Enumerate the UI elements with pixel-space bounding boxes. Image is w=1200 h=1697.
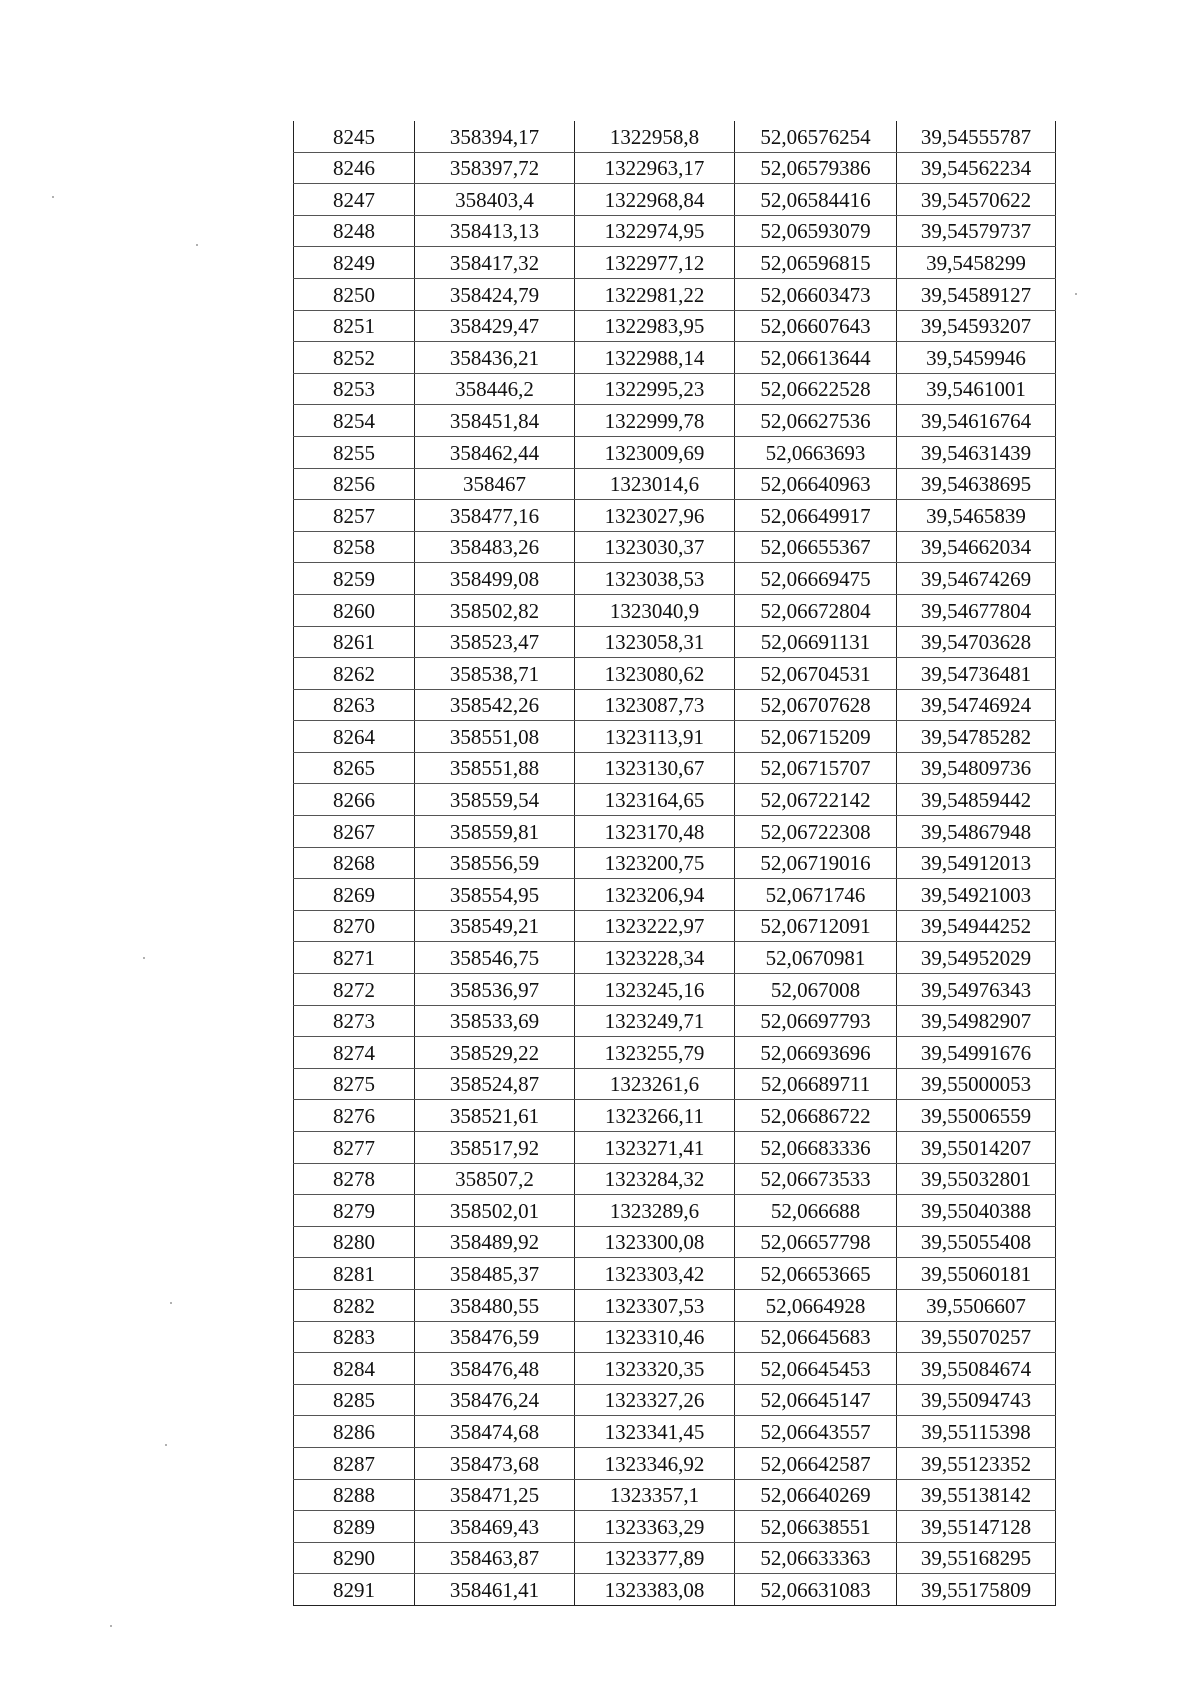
longitude-cell: 39,54593207	[897, 310, 1056, 342]
scan-speck	[52, 196, 54, 198]
longitude-cell: 39,55006559	[897, 1100, 1056, 1132]
latitude-cell: 52,06712091	[735, 910, 897, 942]
longitude-cell: 39,55147128	[897, 1511, 1056, 1543]
point-number-cell: 8246	[294, 152, 415, 184]
x-coordinate-cell: 358462,44	[415, 436, 575, 468]
y-coordinate-cell: 1322995,23	[575, 373, 735, 405]
longitude-cell: 39,54562234	[897, 152, 1056, 184]
longitude-cell: 39,54912013	[897, 847, 1056, 879]
longitude-cell: 39,54674269	[897, 563, 1056, 595]
longitude-cell: 39,54736481	[897, 658, 1056, 690]
longitude-cell: 39,55168295	[897, 1542, 1056, 1574]
x-coordinate-cell: 358533,69	[415, 1005, 575, 1037]
point-number-cell: 8281	[294, 1258, 415, 1290]
point-number-cell: 8278	[294, 1163, 415, 1195]
point-number-cell: 8254	[294, 405, 415, 437]
y-coordinate-cell: 1323255,79	[575, 1037, 735, 1069]
x-coordinate-cell: 358476,59	[415, 1321, 575, 1353]
point-number-cell: 8247	[294, 184, 415, 216]
point-number-cell: 8262	[294, 658, 415, 690]
y-coordinate-cell: 1323249,71	[575, 1005, 735, 1037]
latitude-cell: 52,06638551	[735, 1511, 897, 1543]
latitude-cell: 52,06603473	[735, 278, 897, 310]
latitude-cell: 52,06631083	[735, 1574, 897, 1606]
y-coordinate-cell: 1323113,91	[575, 721, 735, 753]
longitude-cell: 39,54555787	[897, 121, 1056, 152]
y-coordinate-cell: 1323014,6	[575, 468, 735, 500]
table-row	[294, 626, 1056, 658]
x-coordinate-cell: 358523,47	[415, 626, 575, 658]
point-number-cell: 8258	[294, 531, 415, 563]
table-row	[294, 1258, 1056, 1290]
y-coordinate-cell: 1323341,45	[575, 1416, 735, 1448]
latitude-cell: 52,06693696	[735, 1037, 897, 1069]
table-row	[294, 152, 1056, 184]
longitude-cell: 39,54809736	[897, 752, 1056, 784]
longitude-cell: 39,54952029	[897, 942, 1056, 974]
table-row	[294, 974, 1056, 1006]
x-coordinate-cell: 358403,4	[415, 184, 575, 216]
latitude-cell: 52,06715707	[735, 752, 897, 784]
point-number-cell: 8288	[294, 1479, 415, 1511]
x-coordinate-cell: 358521,61	[415, 1100, 575, 1132]
latitude-cell: 52,06596815	[735, 247, 897, 279]
x-coordinate-cell: 358517,92	[415, 1132, 575, 1164]
x-coordinate-cell: 358559,81	[415, 816, 575, 848]
point-number-cell: 8283	[294, 1321, 415, 1353]
latitude-cell: 52,0663693	[735, 436, 897, 468]
table-row	[294, 721, 1056, 753]
x-coordinate-cell: 358551,88	[415, 752, 575, 784]
y-coordinate-cell: 1322981,22	[575, 278, 735, 310]
longitude-cell: 39,54570622	[897, 184, 1056, 216]
point-number-cell: 8265	[294, 752, 415, 784]
point-number-cell: 8286	[294, 1416, 415, 1448]
point-number-cell: 8251	[294, 310, 415, 342]
point-number-cell: 8255	[294, 436, 415, 468]
table-row	[294, 1511, 1056, 1543]
x-coordinate-cell: 358477,16	[415, 500, 575, 532]
latitude-cell: 52,06613644	[735, 342, 897, 374]
latitude-cell: 52,06627536	[735, 405, 897, 437]
table-row	[294, 1416, 1056, 1448]
longitude-cell: 39,55138142	[897, 1479, 1056, 1511]
table-row	[294, 1037, 1056, 1069]
x-coordinate-cell: 358485,37	[415, 1258, 575, 1290]
point-number-cell: 8269	[294, 879, 415, 911]
point-number-cell: 8268	[294, 847, 415, 879]
x-coordinate-cell: 358489,92	[415, 1226, 575, 1258]
x-coordinate-cell: 358436,21	[415, 342, 575, 374]
y-coordinate-cell: 1323266,11	[575, 1100, 735, 1132]
point-number-cell: 8245	[294, 121, 415, 152]
table-row	[294, 1226, 1056, 1258]
x-coordinate-cell: 358524,87	[415, 1068, 575, 1100]
table-row	[294, 1384, 1056, 1416]
table-row	[294, 310, 1056, 342]
y-coordinate-cell: 1323245,16	[575, 974, 735, 1006]
y-coordinate-cell: 1323080,62	[575, 658, 735, 690]
longitude-cell: 39,55084674	[897, 1353, 1056, 1385]
table-row	[294, 594, 1056, 626]
longitude-cell: 39,54616764	[897, 405, 1056, 437]
point-number-cell: 8257	[294, 500, 415, 532]
x-coordinate-cell: 358446,2	[415, 373, 575, 405]
latitude-cell: 52,06633363	[735, 1542, 897, 1574]
x-coordinate-cell: 358424,79	[415, 278, 575, 310]
longitude-cell: 39,55032801	[897, 1163, 1056, 1195]
table-row	[294, 1447, 1056, 1479]
latitude-cell: 52,067008	[735, 974, 897, 1006]
table-row	[294, 1132, 1056, 1164]
point-number-cell: 8282	[294, 1289, 415, 1321]
point-number-cell: 8287	[294, 1447, 415, 1479]
longitude-cell: 39,54579737	[897, 215, 1056, 247]
point-number-cell: 8264	[294, 721, 415, 753]
longitude-cell: 39,55175809	[897, 1574, 1056, 1606]
x-coordinate-cell: 358394,17	[415, 121, 575, 152]
latitude-cell: 52,06645683	[735, 1321, 897, 1353]
point-number-cell: 8289	[294, 1511, 415, 1543]
y-coordinate-cell: 1323357,1	[575, 1479, 735, 1511]
coordinates-table-body	[294, 121, 1056, 1605]
y-coordinate-cell: 1323327,26	[575, 1384, 735, 1416]
point-number-cell: 8256	[294, 468, 415, 500]
table-row	[294, 1195, 1056, 1227]
table-row	[294, 942, 1056, 974]
y-coordinate-cell: 1323130,67	[575, 752, 735, 784]
y-coordinate-cell: 1323289,6	[575, 1195, 735, 1227]
point-number-cell: 8248	[294, 215, 415, 247]
point-number-cell: 8266	[294, 784, 415, 816]
latitude-cell: 52,06707628	[735, 689, 897, 721]
table-row	[294, 500, 1056, 532]
table-row	[294, 342, 1056, 374]
x-coordinate-cell: 358559,54	[415, 784, 575, 816]
y-coordinate-cell: 1323206,94	[575, 879, 735, 911]
table-row	[294, 1005, 1056, 1037]
scan-speck	[196, 244, 198, 246]
x-coordinate-cell: 358463,87	[415, 1542, 575, 1574]
point-number-cell: 8275	[294, 1068, 415, 1100]
longitude-cell: 39,54867948	[897, 816, 1056, 848]
table-row	[294, 1353, 1056, 1385]
latitude-cell: 52,06576254	[735, 121, 897, 152]
x-coordinate-cell: 358480,55	[415, 1289, 575, 1321]
y-coordinate-cell: 1323222,97	[575, 910, 735, 942]
x-coordinate-cell: 358551,08	[415, 721, 575, 753]
table-row	[294, 468, 1056, 500]
longitude-cell: 39,55123352	[897, 1447, 1056, 1479]
table-row	[294, 405, 1056, 437]
table-row	[294, 816, 1056, 848]
latitude-cell: 52,06697793	[735, 1005, 897, 1037]
coordinates-table	[293, 121, 1056, 1606]
latitude-cell: 52,06715209	[735, 721, 897, 753]
longitude-cell: 39,55040388	[897, 1195, 1056, 1227]
latitude-cell: 52,06672804	[735, 594, 897, 626]
point-number-cell: 8263	[294, 689, 415, 721]
y-coordinate-cell: 1323040,9	[575, 594, 735, 626]
latitude-cell: 52,066688	[735, 1195, 897, 1227]
latitude-cell: 52,06645147	[735, 1384, 897, 1416]
point-number-cell: 8267	[294, 816, 415, 848]
y-coordinate-cell: 1323363,29	[575, 1511, 735, 1543]
longitude-cell: 39,54631439	[897, 436, 1056, 468]
y-coordinate-cell: 1323027,96	[575, 500, 735, 532]
x-coordinate-cell: 358538,71	[415, 658, 575, 690]
longitude-cell: 39,55070257	[897, 1321, 1056, 1353]
x-coordinate-cell: 358469,43	[415, 1511, 575, 1543]
latitude-cell: 52,0671746	[735, 879, 897, 911]
x-coordinate-cell: 358542,26	[415, 689, 575, 721]
longitude-cell: 39,54976343	[897, 974, 1056, 1006]
scan-speck	[1075, 293, 1077, 295]
point-number-cell: 8273	[294, 1005, 415, 1037]
table-row	[294, 658, 1056, 690]
y-coordinate-cell: 1322974,95	[575, 215, 735, 247]
x-coordinate-cell: 358499,08	[415, 563, 575, 595]
x-coordinate-cell: 358536,97	[415, 974, 575, 1006]
latitude-cell: 52,06640269	[735, 1479, 897, 1511]
x-coordinate-cell: 358451,84	[415, 405, 575, 437]
longitude-cell: 39,54982907	[897, 1005, 1056, 1037]
latitude-cell: 52,06622528	[735, 373, 897, 405]
table-row	[294, 1163, 1056, 1195]
y-coordinate-cell: 1322963,17	[575, 152, 735, 184]
longitude-cell: 39,54921003	[897, 879, 1056, 911]
longitude-cell: 39,55000053	[897, 1068, 1056, 1100]
x-coordinate-cell: 358554,95	[415, 879, 575, 911]
latitude-cell: 52,06689711	[735, 1068, 897, 1100]
latitude-cell: 52,06722308	[735, 816, 897, 848]
x-coordinate-cell: 358473,68	[415, 1447, 575, 1479]
table-row	[294, 1289, 1056, 1321]
y-coordinate-cell: 1323038,53	[575, 563, 735, 595]
longitude-cell: 39,55055408	[897, 1226, 1056, 1258]
point-number-cell: 8250	[294, 278, 415, 310]
point-number-cell: 8249	[294, 247, 415, 279]
y-coordinate-cell: 1323303,42	[575, 1258, 735, 1290]
x-coordinate-cell: 358507,2	[415, 1163, 575, 1195]
scan-speck	[143, 957, 145, 959]
x-coordinate-cell: 358556,59	[415, 847, 575, 879]
latitude-cell: 52,06643557	[735, 1416, 897, 1448]
point-number-cell: 8274	[294, 1037, 415, 1069]
longitude-cell: 39,55094743	[897, 1384, 1056, 1416]
y-coordinate-cell: 1323284,32	[575, 1163, 735, 1195]
x-coordinate-cell: 358476,24	[415, 1384, 575, 1416]
x-coordinate-cell: 358429,47	[415, 310, 575, 342]
latitude-cell: 52,06686722	[735, 1100, 897, 1132]
latitude-cell: 52,06704531	[735, 658, 897, 690]
y-coordinate-cell: 1323228,34	[575, 942, 735, 974]
scan-speck	[170, 1302, 172, 1304]
point-number-cell: 8279	[294, 1195, 415, 1227]
longitude-cell: 39,5465839	[897, 500, 1056, 532]
x-coordinate-cell: 358502,82	[415, 594, 575, 626]
y-coordinate-cell: 1323030,37	[575, 531, 735, 563]
y-coordinate-cell: 1323087,73	[575, 689, 735, 721]
y-coordinate-cell: 1323377,89	[575, 1542, 735, 1574]
x-coordinate-cell: 358474,68	[415, 1416, 575, 1448]
x-coordinate-cell: 358467	[415, 468, 575, 500]
longitude-cell: 39,54662034	[897, 531, 1056, 563]
latitude-cell: 52,06653665	[735, 1258, 897, 1290]
longitude-cell: 39,54746924	[897, 689, 1056, 721]
longitude-cell: 39,54638695	[897, 468, 1056, 500]
table-row	[294, 910, 1056, 942]
point-number-cell: 8253	[294, 373, 415, 405]
y-coordinate-cell: 1323383,08	[575, 1574, 735, 1606]
table-row	[294, 436, 1056, 468]
y-coordinate-cell: 1323261,6	[575, 1068, 735, 1100]
longitude-cell: 39,54785282	[897, 721, 1056, 753]
y-coordinate-cell: 1322988,14	[575, 342, 735, 374]
point-number-cell: 8261	[294, 626, 415, 658]
table-row	[294, 689, 1056, 721]
y-coordinate-cell: 1322977,12	[575, 247, 735, 279]
table-row	[294, 784, 1056, 816]
latitude-cell: 52,06584416	[735, 184, 897, 216]
table-row	[294, 215, 1056, 247]
latitude-cell: 52,06719016	[735, 847, 897, 879]
table-row	[294, 1100, 1056, 1132]
latitude-cell: 52,06642587	[735, 1447, 897, 1479]
x-coordinate-cell: 358413,13	[415, 215, 575, 247]
table-row	[294, 847, 1056, 879]
y-coordinate-cell: 1323164,65	[575, 784, 735, 816]
latitude-cell: 52,06593079	[735, 215, 897, 247]
longitude-cell: 39,55014207	[897, 1132, 1056, 1164]
longitude-cell: 39,54944252	[897, 910, 1056, 942]
point-number-cell: 8280	[294, 1226, 415, 1258]
table-row	[294, 1542, 1056, 1574]
y-coordinate-cell: 1323170,48	[575, 816, 735, 848]
table-row	[294, 1068, 1056, 1100]
x-coordinate-cell: 358476,48	[415, 1353, 575, 1385]
longitude-cell: 39,5459946	[897, 342, 1056, 374]
y-coordinate-cell: 1323307,53	[575, 1289, 735, 1321]
table-row	[294, 121, 1056, 152]
x-coordinate-cell: 358461,41	[415, 1574, 575, 1606]
y-coordinate-cell: 1323271,41	[575, 1132, 735, 1164]
longitude-cell: 39,5458299	[897, 247, 1056, 279]
point-number-cell: 8291	[294, 1574, 415, 1606]
latitude-cell: 52,06722142	[735, 784, 897, 816]
table-row	[294, 184, 1056, 216]
table-row	[294, 879, 1056, 911]
longitude-cell: 39,5506607	[897, 1289, 1056, 1321]
table-row	[294, 1321, 1056, 1353]
y-coordinate-cell: 1323009,69	[575, 436, 735, 468]
point-number-cell: 8277	[294, 1132, 415, 1164]
table-row	[294, 531, 1056, 563]
latitude-cell: 52,06649917	[735, 500, 897, 532]
y-coordinate-cell: 1322958,8	[575, 121, 735, 152]
table-row	[294, 278, 1056, 310]
table-row	[294, 373, 1056, 405]
x-coordinate-cell: 358471,25	[415, 1479, 575, 1511]
table-row	[294, 247, 1056, 279]
latitude-cell: 52,06657798	[735, 1226, 897, 1258]
table-row	[294, 1574, 1056, 1606]
y-coordinate-cell: 1322983,95	[575, 310, 735, 342]
latitude-cell: 52,06655367	[735, 531, 897, 563]
point-number-cell: 8272	[294, 974, 415, 1006]
latitude-cell: 52,06669475	[735, 563, 897, 595]
latitude-cell: 52,06683336	[735, 1132, 897, 1164]
latitude-cell: 52,06645453	[735, 1353, 897, 1385]
point-number-cell: 8252	[294, 342, 415, 374]
point-number-cell: 8290	[294, 1542, 415, 1574]
x-coordinate-cell: 358397,72	[415, 152, 575, 184]
x-coordinate-cell: 358529,22	[415, 1037, 575, 1069]
longitude-cell: 39,54703628	[897, 626, 1056, 658]
longitude-cell: 39,54677804	[897, 594, 1056, 626]
y-coordinate-cell: 1323310,46	[575, 1321, 735, 1353]
latitude-cell: 52,06691131	[735, 626, 897, 658]
table-row	[294, 563, 1056, 595]
longitude-cell: 39,5461001	[897, 373, 1056, 405]
table-row	[294, 752, 1056, 784]
y-coordinate-cell: 1323320,35	[575, 1353, 735, 1385]
y-coordinate-cell: 1322999,78	[575, 405, 735, 437]
point-number-cell: 8276	[294, 1100, 415, 1132]
longitude-cell: 39,54991676	[897, 1037, 1056, 1069]
x-coordinate-cell: 358502,01	[415, 1195, 575, 1227]
table-row	[294, 1479, 1056, 1511]
x-coordinate-cell: 358549,21	[415, 910, 575, 942]
point-number-cell: 8260	[294, 594, 415, 626]
scan-speck	[110, 1625, 112, 1627]
latitude-cell: 52,0670981	[735, 942, 897, 974]
point-number-cell: 8270	[294, 910, 415, 942]
x-coordinate-cell: 358417,32	[415, 247, 575, 279]
point-number-cell: 8271	[294, 942, 415, 974]
y-coordinate-cell: 1322968,84	[575, 184, 735, 216]
latitude-cell: 52,06673533	[735, 1163, 897, 1195]
point-number-cell: 8285	[294, 1384, 415, 1416]
point-number-cell: 8259	[294, 563, 415, 595]
y-coordinate-cell: 1323346,92	[575, 1447, 735, 1479]
y-coordinate-cell: 1323300,08	[575, 1226, 735, 1258]
point-number-cell: 8284	[294, 1353, 415, 1385]
latitude-cell: 52,0664928	[735, 1289, 897, 1321]
x-coordinate-cell: 358546,75	[415, 942, 575, 974]
latitude-cell: 52,06607643	[735, 310, 897, 342]
longitude-cell: 39,55060181	[897, 1258, 1056, 1290]
longitude-cell: 39,54589127	[897, 278, 1056, 310]
y-coordinate-cell: 1323058,31	[575, 626, 735, 658]
latitude-cell: 52,06579386	[735, 152, 897, 184]
longitude-cell: 39,55115398	[897, 1416, 1056, 1448]
y-coordinate-cell: 1323200,75	[575, 847, 735, 879]
scan-speck	[165, 1444, 167, 1446]
latitude-cell: 52,06640963	[735, 468, 897, 500]
x-coordinate-cell: 358483,26	[415, 531, 575, 563]
longitude-cell: 39,54859442	[897, 784, 1056, 816]
